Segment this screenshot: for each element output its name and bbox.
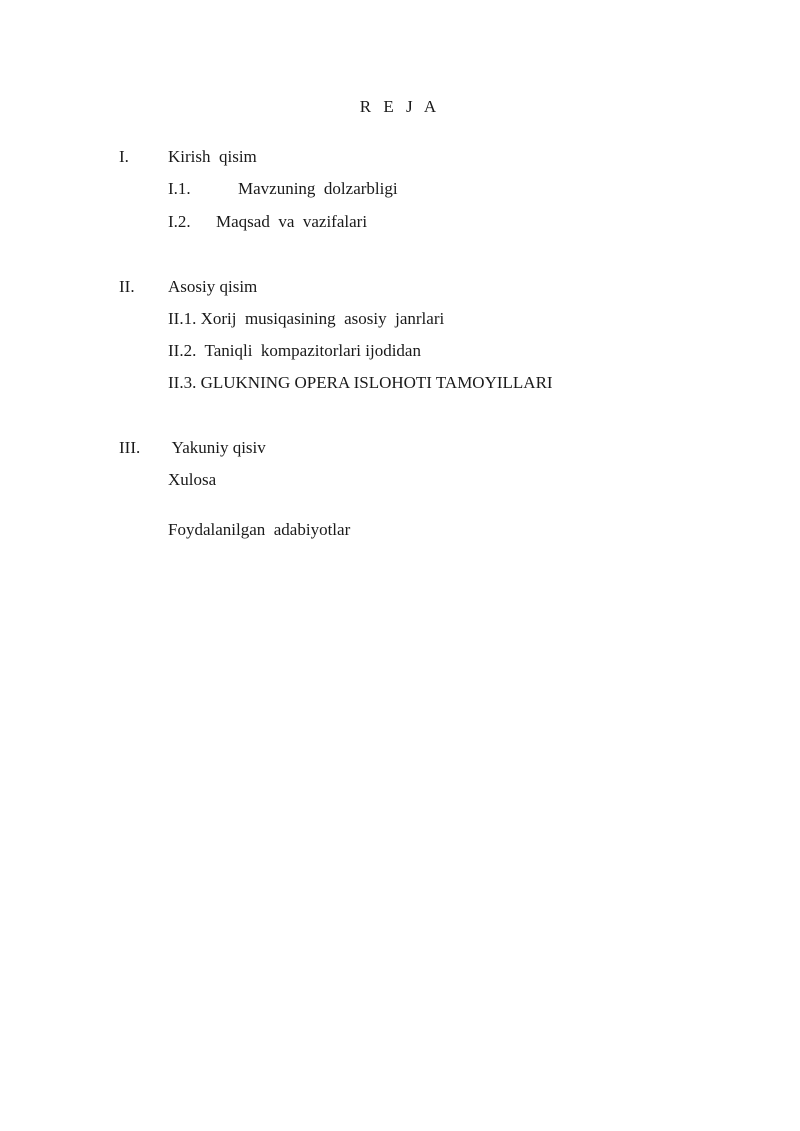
item-text-1-1: Mavzuning dolzarbligi <box>238 179 398 198</box>
item-text-2-2: II.2. Taniqli kompazitorlari ijodidan <box>168 341 421 360</box>
item-number-1-1: I.1. <box>168 179 191 198</box>
item-text-3-2: Foydalanilgan adabiyotlar <box>168 520 351 539</box>
item-text-2-3: II.3. GLUKNING OPERA ISLOHOTI TAMOYILLARI <box>168 373 553 392</box>
section-heading-1: Kirish qisim <box>168 147 257 166</box>
section-numeral-1: I. <box>119 147 129 166</box>
item-text-3-1: Xulosa <box>168 470 217 489</box>
section-heading-2: Asosiy qisim <box>168 277 258 296</box>
item-text-2-1: II.1. Xorij musiqasining asosiy janrlari <box>168 309 445 328</box>
section-heading-3: Yakuniy qisiv <box>168 438 266 457</box>
page-title: R E J A <box>359 97 441 116</box>
item-text-1-2: Maqsad va vazifalari <box>216 212 368 231</box>
section-numeral-2: II. <box>119 277 135 296</box>
item-number-1-2: I.2. <box>168 212 191 231</box>
section-numeral-3: III. <box>119 438 141 457</box>
